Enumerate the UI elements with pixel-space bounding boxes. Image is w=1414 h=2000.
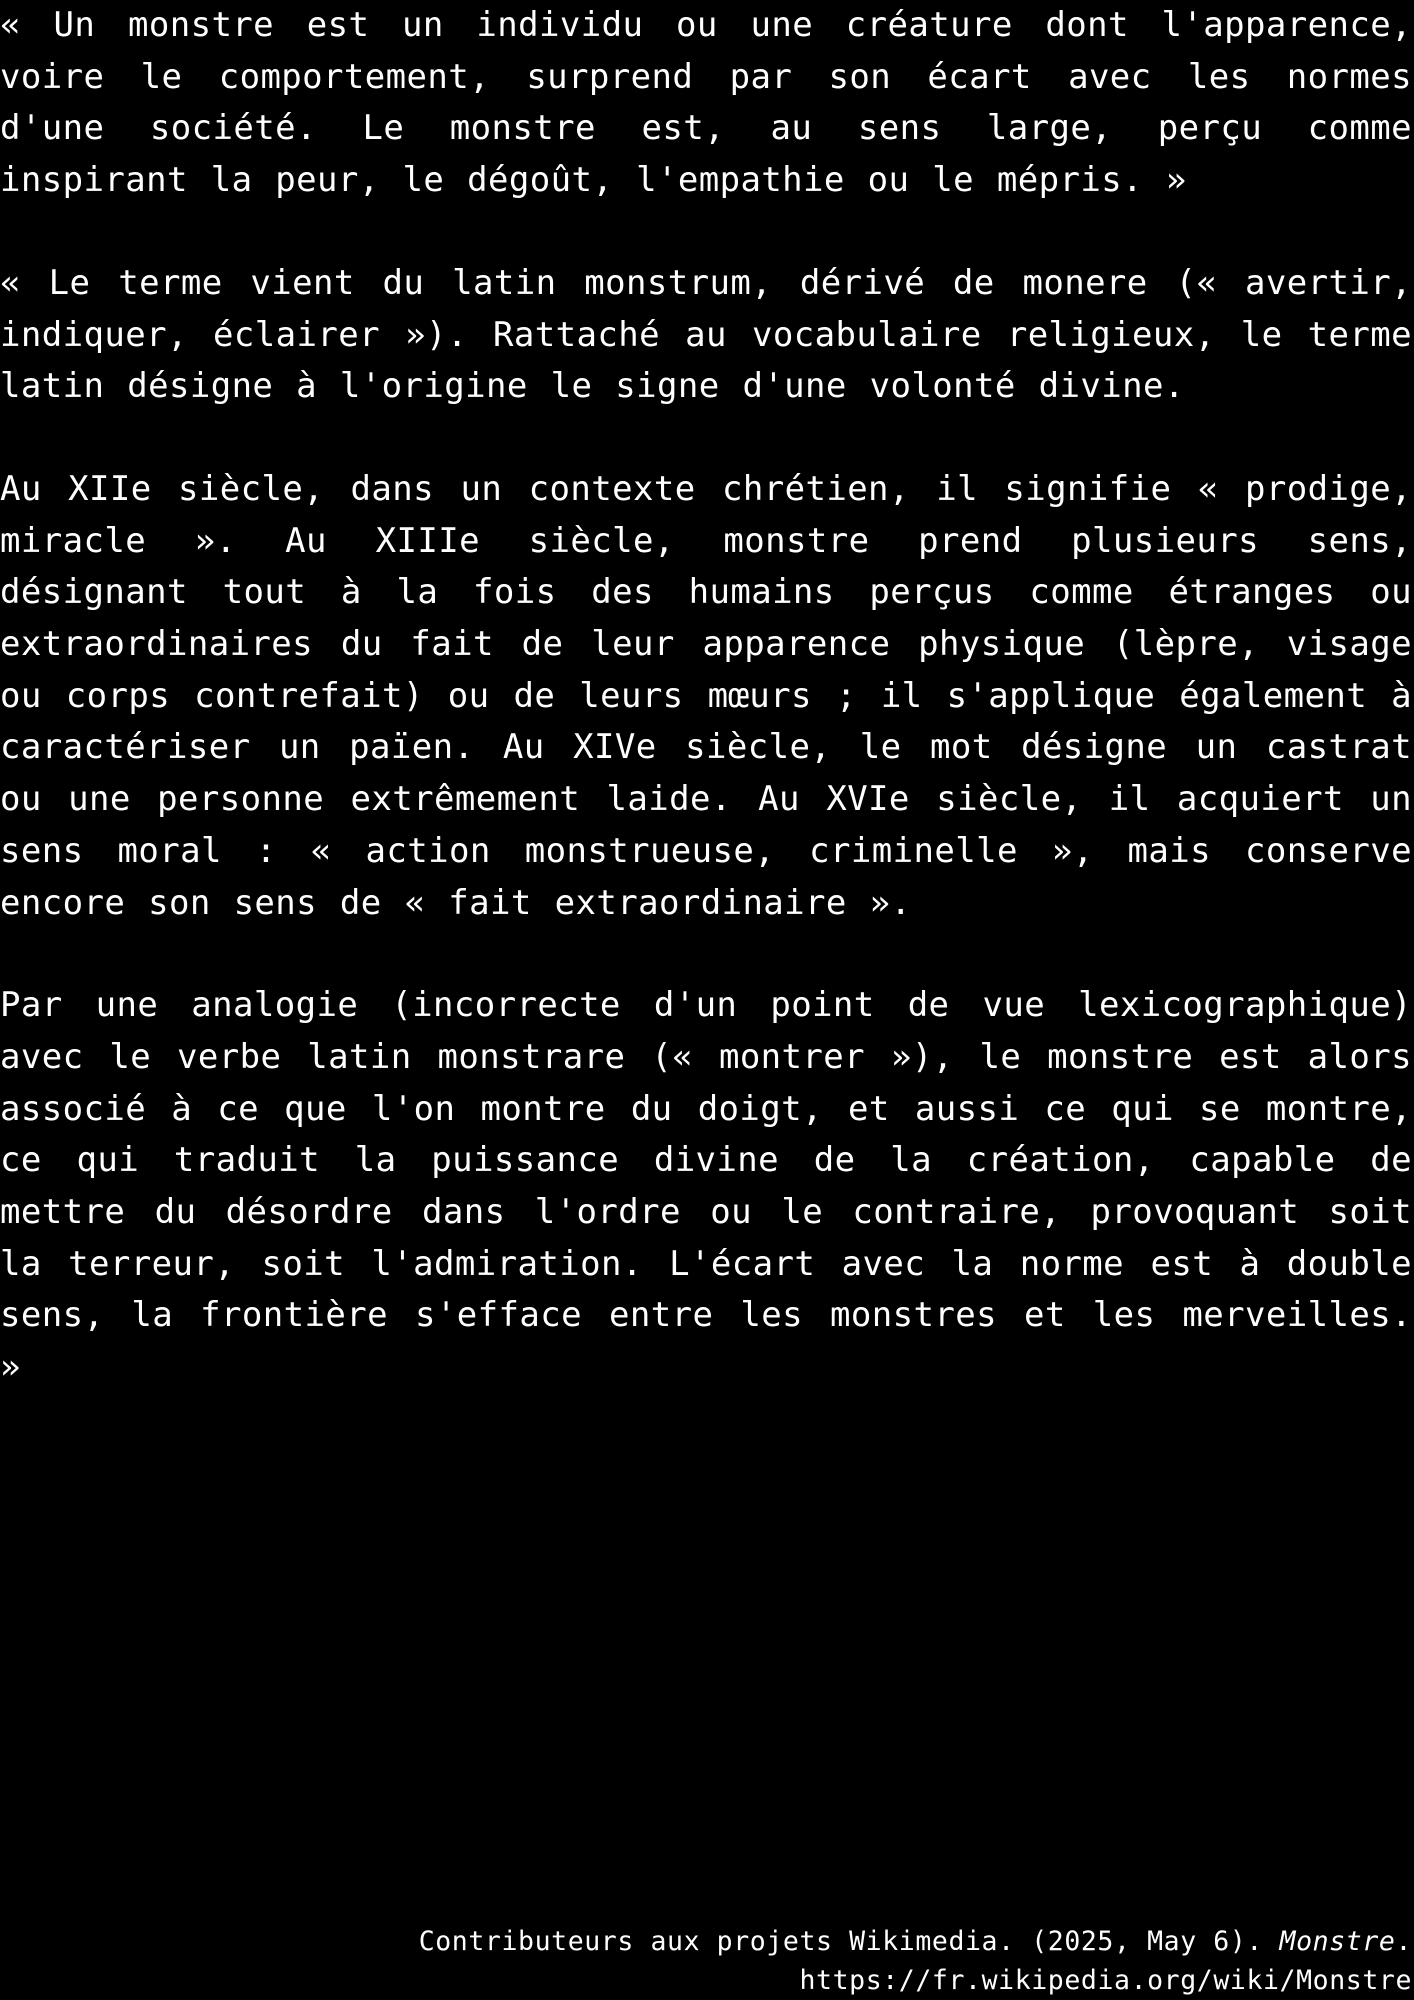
citation-line (419, 1922, 1412, 1961)
source-citation (419, 1922, 1412, 2000)
citation-title: Monstre (1279, 1926, 1396, 1957)
citation-title-suffix: . (1395, 1926, 1412, 1957)
paragraph-etymology: « Le terme vient du latin monstrum, dérivé de monere (« avertir, indiquer, éclairer »). Rattaché au vocabulaire religieux, le terme latin désigne à l'origine le signe d'une volonté divine. (0, 262, 1412, 407)
paragraph-analogy: Par une analogie (incorrecte d'un point de vue lexicographique) avec le verbe latin monstrare (« montrer »), le monstre est alors associé à ce que l'on montre du doigt, et aussi ce qui se montre, ce qui traduit la puissance divine de la création, capable de mettre du désordre dans l'ordre ou le contraire, provoquant soit la terreur, soit l'admiration. L'écart avec la norme est à double sens, la frontière s'efface entre les monstres et les merveilles. » (0, 985, 1412, 1388)
citation-url: https://fr.wikipedia.org/wiki/Monstre (799, 1965, 1412, 1996)
citation-authors-date: Contributeurs aux projets Wikimedia. (2025, May 6). (418, 1926, 1263, 1957)
paragraph-history: Au XIIe siècle, dans un contexte chrétien, il signifie « prodige, miracle ». Au XIIIe siècle, monstre prend plusieurs sens, désignant tout à la fois des humains perçus comme étranges ou extraordinaires du fait de leur apparence physique (lèpre, visage ou corps contrefait) ou de leurs mœurs ; il s'applique également à caractériser un païen. Au XIVe siècle, le mot désigne un castrat ou une personne extrêmement laide. Au XVIe siècle, il acquiert un sens moral : « action monstrueuse, criminelle », mais conserve encore son sens de « fait extraordinaire ». (0, 468, 1412, 923)
paragraph-definition: « Un monstre est un individu ou une créature dont l'apparence, voire le comportement, surprend par son écart avec les normes d'une société. Le monstre est, au sens large, perçu comme inspirant la peur, le dégoût, l'empathie ou le mépris. » (0, 5, 1412, 201)
